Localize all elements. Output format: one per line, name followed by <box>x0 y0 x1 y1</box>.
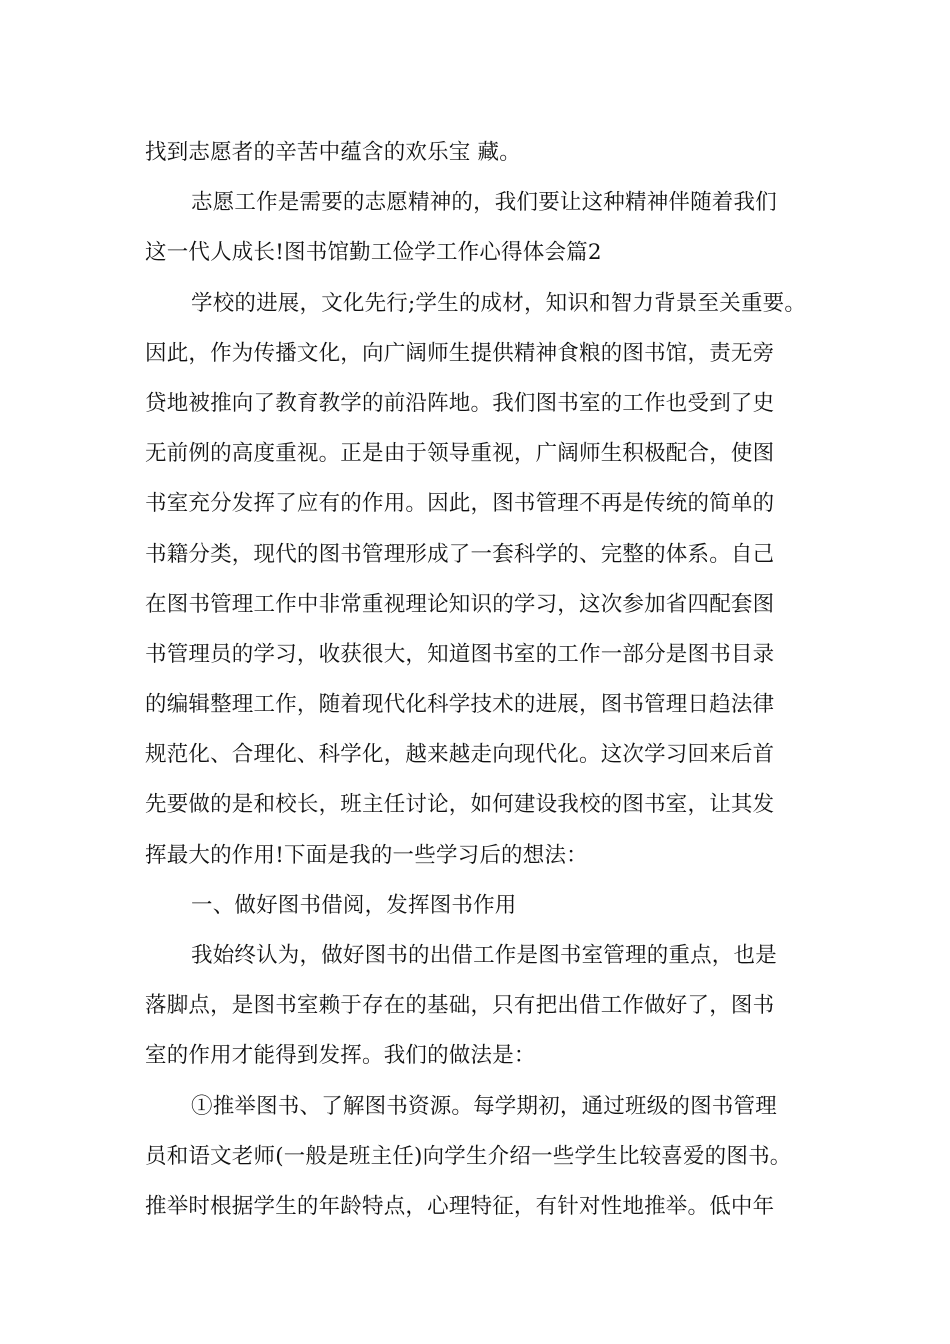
text-line: 无前例的高度重视。正是由于领导重视，广阔师生积极配合，使图 <box>145 441 775 467</box>
text-line: 的编辑整理工作，随着现代化科学技术的进展，图书管理日趋法律 <box>145 692 775 718</box>
text-line: 书管理员的学习，收获很大，知道图书室的工作一部分是图书目录 <box>145 641 775 667</box>
text-line: 员和语文老师(一般是班主任)向学生介绍一些学生比较喜爱的图书。 <box>145 1143 792 1169</box>
text-line: 在图书管理工作中非常重视理论知识的学习，这次参加省四配套图 <box>145 591 775 617</box>
text-line: 先要做的是和校长，班主任讨论，如何建设我校的图书室，让其发 <box>145 792 775 818</box>
text-line: 这一代人成长!图书馆勤工俭学工作心得体会篇2 <box>145 240 602 266</box>
text-line: 找到志愿者的辛苦中蕴含的欢乐宝 藏。 <box>145 140 521 165</box>
text-line: 落脚点，是图书室赖于存在的基础，只有把出借工作做好了，图书 <box>145 993 775 1019</box>
text-line: 贷地被推向了教育教学的前沿阵地。我们图书室的工作也受到了史 <box>145 390 775 416</box>
text-line: 学校的进展，文化先行;学生的成材，知识和智力背景至关重要。 <box>191 290 807 316</box>
document-body <box>145 128 835 1232</box>
text-line: 志愿工作是需要的志愿精神的，我们要让这种精神伴随着我们 <box>191 190 777 216</box>
text-line: 书室充分发挥了应有的作用。因此，图书管理不再是传统的简单的 <box>145 491 775 517</box>
text-line: 挥最大的作用!下面是我的一些学习后的想法： <box>145 842 588 868</box>
text-line: ①推举图书、了解图书资源。每学期初，通过班级的图书管理 <box>191 1093 777 1119</box>
text-line: 规范化、合理化、科学化，越来越走向现代化。这次学习回来后首 <box>145 742 775 768</box>
text-line: 室的作用才能得到发挥。我们的做法是： <box>145 1043 536 1069</box>
text-line: 书籍分类，现代的图书管理形成了一套科学的、完整的体系。自己 <box>145 541 775 567</box>
text-line: 因此，作为传播文化，向广阔师生提供精神食粮的图书馆，责无旁 <box>145 340 775 366</box>
text-line: 一、做好图书借阅，发挥图书作用 <box>191 892 517 918</box>
text-line: 我始终认为，做好图书的出借工作是图书室管理的重点，也是 <box>191 943 777 968</box>
text-line: 推举时根据学生的年龄特点，心理特征，有针对性地推举。低中年 <box>145 1193 775 1219</box>
